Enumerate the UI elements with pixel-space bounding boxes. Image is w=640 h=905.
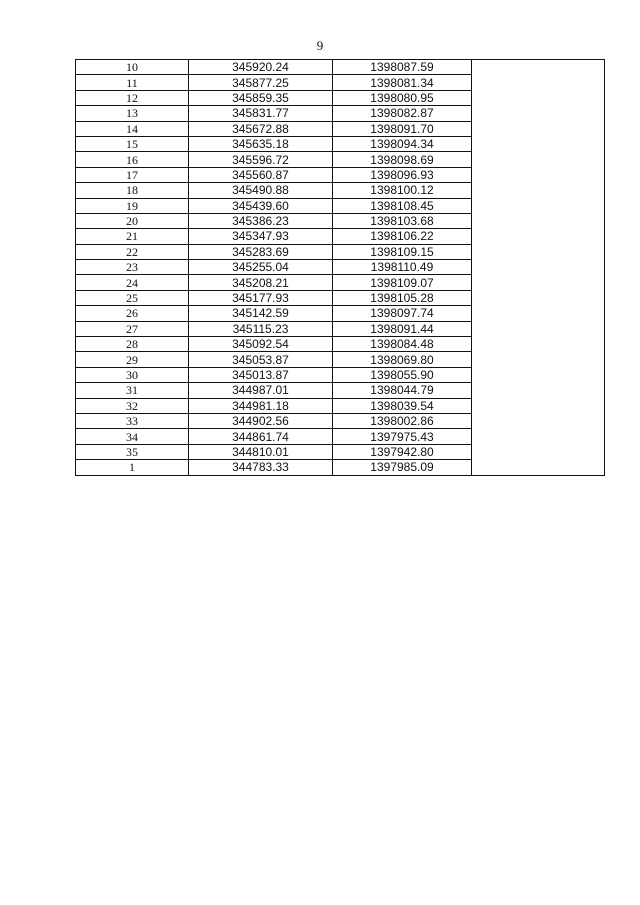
point-number-cell: 24	[76, 275, 189, 290]
x-coordinate-cell: 345877.25	[189, 75, 333, 90]
x-coordinate-cell: 345142.59	[189, 306, 333, 321]
y-coordinate-cell: 1398105.28	[333, 290, 472, 305]
y-coordinate-cell: 1398110.49	[333, 260, 472, 275]
x-coordinate-cell: 344987.01	[189, 383, 333, 398]
point-number-cell: 1	[76, 460, 189, 475]
y-coordinate-cell: 1398108.45	[333, 198, 472, 213]
x-coordinate-cell: 344981.18	[189, 398, 333, 413]
page-number: 9	[316, 38, 324, 53]
x-coordinate-cell: 345672.88	[189, 121, 333, 136]
point-number-cell: 20	[76, 213, 189, 228]
point-number-cell: 10	[76, 60, 189, 75]
point-number-cell: 15	[76, 136, 189, 151]
y-coordinate-cell: 1398091.44	[333, 321, 472, 336]
x-coordinate-cell: 345092.54	[189, 337, 333, 352]
y-coordinate-cell: 1398039.54	[333, 398, 472, 413]
x-coordinate-cell: 345283.69	[189, 244, 333, 259]
y-coordinate-cell: 1398096.93	[333, 167, 472, 182]
x-coordinate-cell: 345490.88	[189, 183, 333, 198]
point-number-cell: 34	[76, 429, 189, 444]
x-coordinate-cell: 345560.87	[189, 167, 333, 182]
y-coordinate-cell: 1398109.07	[333, 275, 472, 290]
y-coordinate-cell: 1398087.59	[333, 60, 472, 75]
x-coordinate-cell: 345920.24	[189, 60, 333, 75]
x-coordinate-cell: 345208.21	[189, 275, 333, 290]
x-coordinate-cell: 345439.60	[189, 198, 333, 213]
point-number-cell: 11	[76, 75, 189, 90]
y-coordinate-cell: 1398106.22	[333, 229, 472, 244]
x-coordinate-cell: 345386.23	[189, 213, 333, 228]
y-coordinate-cell: 1398103.68	[333, 213, 472, 228]
x-coordinate-cell: 345177.93	[189, 290, 333, 305]
point-number-cell: 22	[76, 244, 189, 259]
x-coordinate-cell: 344861.74	[189, 429, 333, 444]
point-number-cell: 17	[76, 167, 189, 182]
x-coordinate-cell: 345053.87	[189, 352, 333, 367]
y-coordinate-cell: 1397985.09	[333, 460, 472, 475]
y-coordinate-cell: 1398081.34	[333, 75, 472, 90]
y-coordinate-cell: 1398055.90	[333, 367, 472, 382]
point-number-cell: 16	[76, 152, 189, 167]
x-coordinate-cell: 345859.35	[189, 90, 333, 105]
point-number-cell: 33	[76, 413, 189, 428]
point-number-cell: 18	[76, 183, 189, 198]
point-number-cell: 31	[76, 383, 189, 398]
point-number-cell: 13	[76, 106, 189, 121]
x-coordinate-cell: 345596.72	[189, 152, 333, 167]
y-coordinate-cell: 1398100.12	[333, 183, 472, 198]
y-coordinate-cell: 1398080.95	[333, 90, 472, 105]
point-number-cell: 30	[76, 367, 189, 382]
y-coordinate-cell: 1397942.80	[333, 444, 472, 459]
x-coordinate-cell: 345635.18	[189, 136, 333, 151]
coordinates-table-body	[76, 60, 605, 476]
point-number-cell: 35	[76, 444, 189, 459]
point-number-cell: 25	[76, 290, 189, 305]
point-number-cell: 23	[76, 260, 189, 275]
point-number-cell: 27	[76, 321, 189, 336]
y-coordinate-cell: 1397975.43	[333, 429, 472, 444]
coordinates-table	[75, 59, 605, 476]
empty-column-cell	[472, 60, 605, 476]
point-number-cell: 19	[76, 198, 189, 213]
y-coordinate-cell: 1398069.80	[333, 352, 472, 367]
y-coordinate-cell: 1398084.48	[333, 337, 472, 352]
y-coordinate-cell: 1398002.86	[333, 413, 472, 428]
x-coordinate-cell: 344783.33	[189, 460, 333, 475]
point-number-cell: 29	[76, 352, 189, 367]
x-coordinate-cell: 344902.56	[189, 413, 333, 428]
point-number-cell: 26	[76, 306, 189, 321]
y-coordinate-cell: 1398082.87	[333, 106, 472, 121]
y-coordinate-cell: 1398098.69	[333, 152, 472, 167]
y-coordinate-cell: 1398109.15	[333, 244, 472, 259]
x-coordinate-cell: 345013.87	[189, 367, 333, 382]
point-number-cell: 32	[76, 398, 189, 413]
y-coordinate-cell: 1398097.74	[333, 306, 472, 321]
x-coordinate-cell: 345831.77	[189, 106, 333, 121]
y-coordinate-cell: 1398094.34	[333, 136, 472, 151]
x-coordinate-cell: 345115.23	[189, 321, 333, 336]
x-coordinate-cell: 345255.04	[189, 260, 333, 275]
x-coordinate-cell: 344810.01	[189, 444, 333, 459]
point-number-cell: 28	[76, 337, 189, 352]
point-number-cell: 21	[76, 229, 189, 244]
y-coordinate-cell: 1398091.70	[333, 121, 472, 136]
point-number-cell: 14	[76, 121, 189, 136]
point-number-cell: 12	[76, 90, 189, 105]
x-coordinate-cell: 345347.93	[189, 229, 333, 244]
y-coordinate-cell: 1398044.79	[333, 383, 472, 398]
table-row	[76, 60, 605, 75]
